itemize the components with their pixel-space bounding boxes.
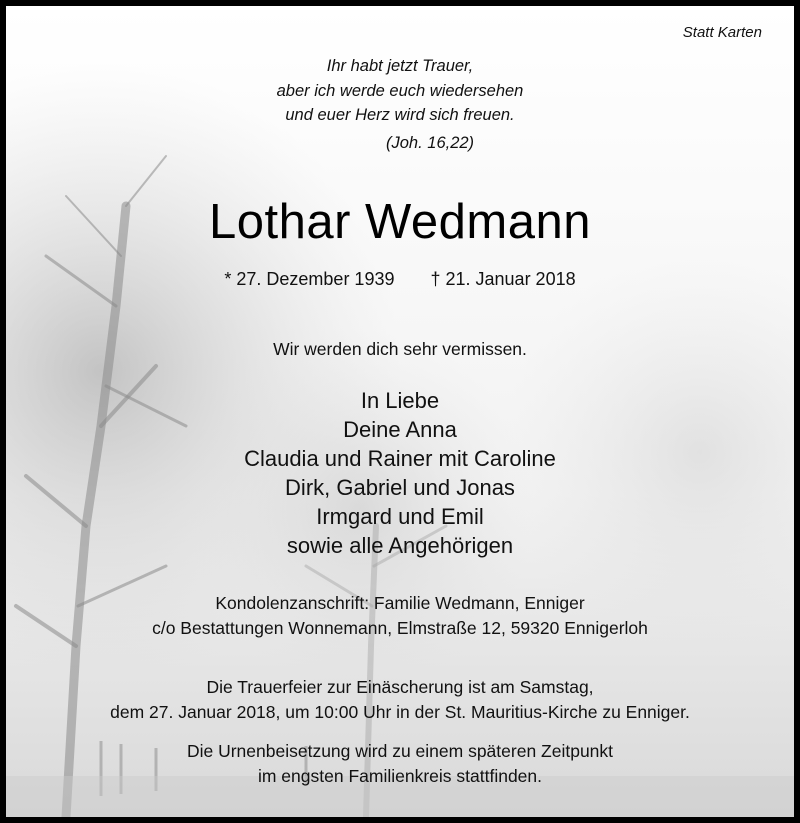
address-line: c/o Bestattungen Wonnemann, Elmstraße 12, 59320 Ennigerloh xyxy=(152,618,648,638)
death-date: † 21. Januar 2018 xyxy=(430,269,576,289)
family-line: sowie alle Angehörigen xyxy=(286,533,514,558)
funeral-info xyxy=(6,675,794,725)
funeral-line: Die Trauerfeier zur Einäscherung ist am Samstag, xyxy=(206,677,594,697)
family-line: Dirk, Gabriel und Jonas xyxy=(285,475,515,500)
family-line: Deine Anna xyxy=(343,417,457,442)
bible-verse xyxy=(6,54,794,128)
birth-date: * 27. Dezember 1939 xyxy=(224,269,395,289)
urn-line: Die Urnenbeisetzung wird zu einem späteren Zeitpunkt xyxy=(186,741,614,761)
family-line: Claudia und Rainer mit Caroline xyxy=(244,446,556,471)
life-dates xyxy=(6,269,794,290)
address-line: Kondolenzanschrift: Familie Wedmann, Enniger xyxy=(215,593,585,613)
statt-karten-note: Statt Karten xyxy=(682,24,762,41)
urn-burial-info xyxy=(6,739,794,789)
farewell-message: Wir werden dich sehr vermissen. xyxy=(273,339,527,359)
verse-line: aber ich werde euch wiedersehen xyxy=(276,81,524,100)
condolence-address xyxy=(6,591,794,641)
deceased-name: Lothar Wedmann xyxy=(209,195,591,249)
family-line: Irmgard und Emil xyxy=(316,504,484,529)
verse-reference: (Joh. 16,22) xyxy=(386,134,475,152)
funeral-line: dem 27. Januar 2018, um 10:00 Uhr in der St. Mauritius-Kirche zu Enniger. xyxy=(110,702,690,722)
urn-line: im engsten Familienkreis stattfinden. xyxy=(257,766,543,786)
family-signature xyxy=(6,386,794,560)
verse-line: und euer Herz wird sich freuen. xyxy=(285,106,515,124)
verse-line: Ihr habt jetzt Trauer, xyxy=(326,57,474,75)
obituary-card xyxy=(6,6,794,817)
family-line: In Liebe xyxy=(360,388,440,413)
